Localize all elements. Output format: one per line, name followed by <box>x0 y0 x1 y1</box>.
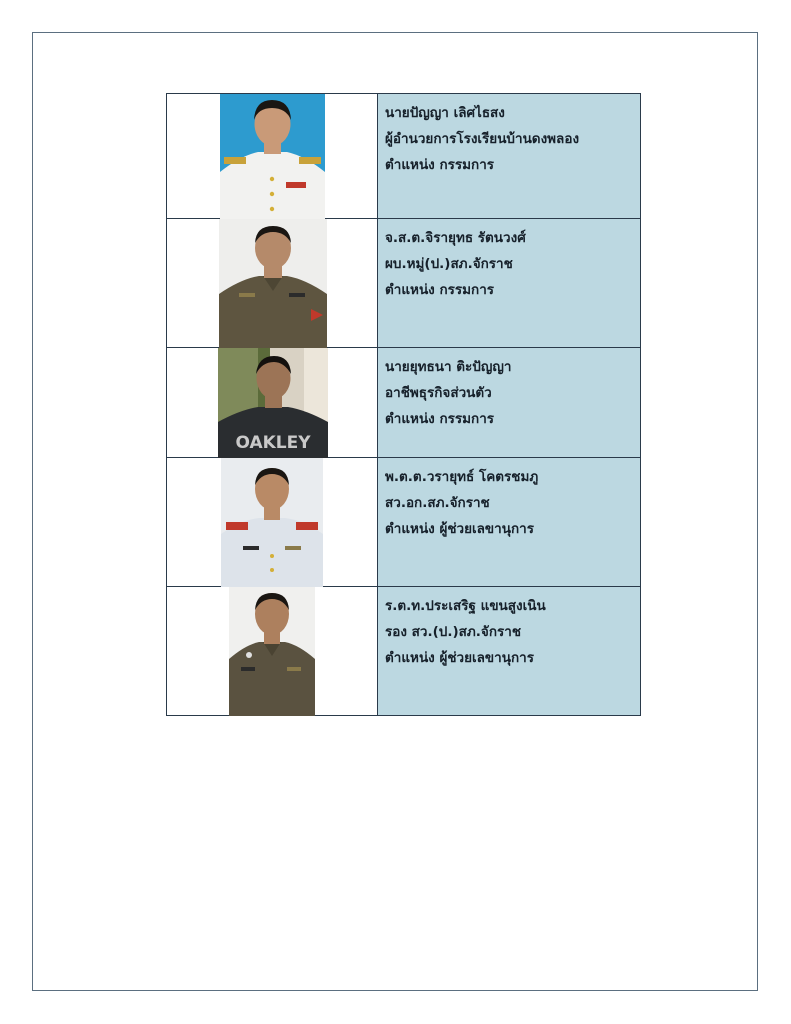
photo-cell <box>167 219 378 348</box>
member-photo <box>218 348 328 458</box>
committee-table <box>166 93 641 716</box>
member-affiliation: ผู้อำนวยการโรงเรียนบ้านดงพลอง <box>385 131 580 147</box>
member-name: พ.ต.ต.วรายุทธ์ โคตรชมภู <box>385 469 539 485</box>
photo-cell <box>167 458 378 587</box>
member-photo <box>221 458 323 587</box>
shirt-text: OAKLEY <box>235 433 311 453</box>
member-name: นายปัญญา เลิศไธสง <box>385 105 505 121</box>
table-row <box>167 219 641 348</box>
member-position: ตำแหน่ง กรรมการ <box>385 411 495 427</box>
member-name: นายยุทธนา ติะปัญญา <box>385 359 512 375</box>
member-info <box>378 587 641 716</box>
member-position: ตำแหน่ง ผู้ช่วยเลขานุการ <box>385 521 534 537</box>
member-position: ตำแหน่ง ผู้ช่วยเลขานุการ <box>385 650 534 666</box>
member-info <box>378 348 641 458</box>
member-position: ตำแหน่ง กรรมการ <box>385 282 495 298</box>
photo-cell <box>167 94 378 219</box>
member-name: ร.ต.ท.ประเสริฐ แขนสูงเนิน <box>385 598 546 614</box>
member-name: จ.ส.ต.จิรายุทธ รัตนวงศ์ <box>385 230 526 246</box>
table-row <box>167 348 641 458</box>
member-photo <box>220 94 325 219</box>
member-affiliation: สว.อก.สภ.จักราช <box>385 495 490 511</box>
table-row <box>167 94 641 219</box>
member-photo <box>219 219 327 348</box>
member-info <box>378 219 641 348</box>
table-row <box>167 458 641 587</box>
member-info <box>378 94 641 219</box>
member-info <box>378 458 641 587</box>
photo-cell <box>167 587 378 716</box>
member-position: ตำแหน่ง กรรมการ <box>385 157 495 173</box>
member-photo <box>229 587 315 716</box>
member-affiliation: รอง สว.(ป.)สภ.จักราช <box>385 624 521 640</box>
member-affiliation: ผบ.หมู่(ป.)สภ.จักราช <box>385 256 513 272</box>
member-affiliation: อาชีพธุรกิจส่วนตัว <box>385 385 492 401</box>
photo-cell <box>167 348 378 458</box>
table-row <box>167 587 641 716</box>
